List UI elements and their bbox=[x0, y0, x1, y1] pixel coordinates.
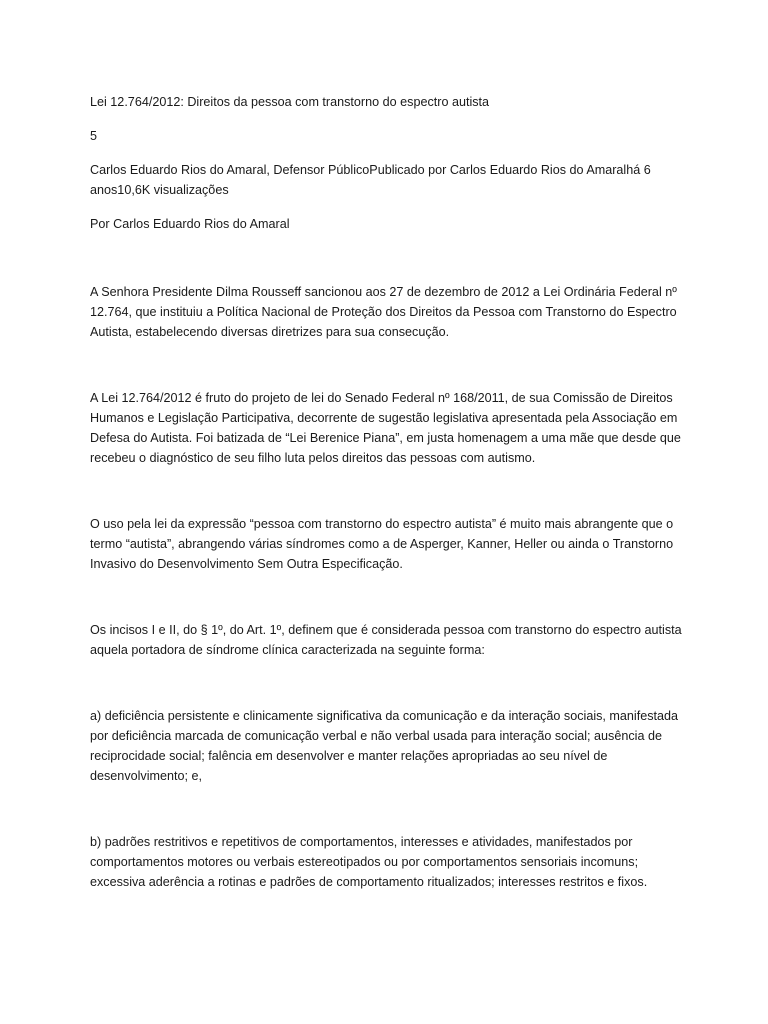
paragraph-3: O uso pela lei da expressão “pessoa com transtorno do espectro autista” é muito mais abrangente que o termo “autista”, abrangendo várias síndromes como a de Asperger, Kanner, Heller ou ainda o Transtorno Invasivo do Desenvolvimento Sem Outra Especificação. bbox=[90, 517, 674, 571]
document-page bbox=[90, 92, 690, 938]
rating-value: 5 bbox=[90, 129, 98, 143]
paragraph-4: Os incisos I e II, do § 1º, do Art. 1º, definem que é considerada pessoa com transtorno do espectro autista aquela portadora de síndrome clínica caracterizada na seguinte forma: bbox=[90, 623, 682, 657]
document-title: Lei 12.764/2012: Direitos da pessoa com transtorno do espectro autista bbox=[90, 95, 490, 109]
author-line: Por Carlos Eduardo Rios do Amaral bbox=[90, 217, 290, 231]
paragraph-6: b) padrões restritivos e repetitivos de comportamentos, interesses e atividades, manifestados por comportamentos motores ou verbais estereotipados ou por comportamentos sensoriais incomuns; excessiva aderência a rotinas e padrões de comportamento ritualizados; interesses restritos e fixos. bbox=[90, 835, 648, 889]
paragraph-2: A Lei 12.764/2012 é fruto do projeto de lei do Senado Federal nº 168/2011, de sua Comissão de Direitos Humanos e Legislação Participativa, decorrente de sugestão legislativa apresentada pela Associação em Defesa do Autista. Foi batizada de “Lei Berenice Piana”, em justa homenagem a uma mãe que desde que recebeu o diagnóstico de seu filho luta pelos direitos das pessoas com autismo. bbox=[90, 391, 681, 465]
paragraph-1: A Senhora Presidente Dilma Rousseff sancionou aos 27 de dezembro de 2012 a Lei Ordinária Federal nº 12.764, que instituiu a Política Nacional de Proteção dos Direitos da Pessoa com Transtorno do Espectro Autista, estabelecendo diversas diretrizes para sua consecução. bbox=[90, 285, 677, 339]
paragraph-5: a) deficiência persistente e clinicamente significativa da comunicação e da interação sociais, manifestada por deficiência marcada de comunicação verbal e não verbal usada para interação social; ausência de reciprocidade social; falência em desenvolver e manter relações apropriadas ao seu nível de desenvolvimento; e, bbox=[90, 709, 679, 783]
byline: Carlos Eduardo Rios do Amaral, Defensor PúblicoPublicado por Carlos Eduardo Rios do Amaralhá 6 anos10,6K visualizações bbox=[90, 163, 651, 197]
